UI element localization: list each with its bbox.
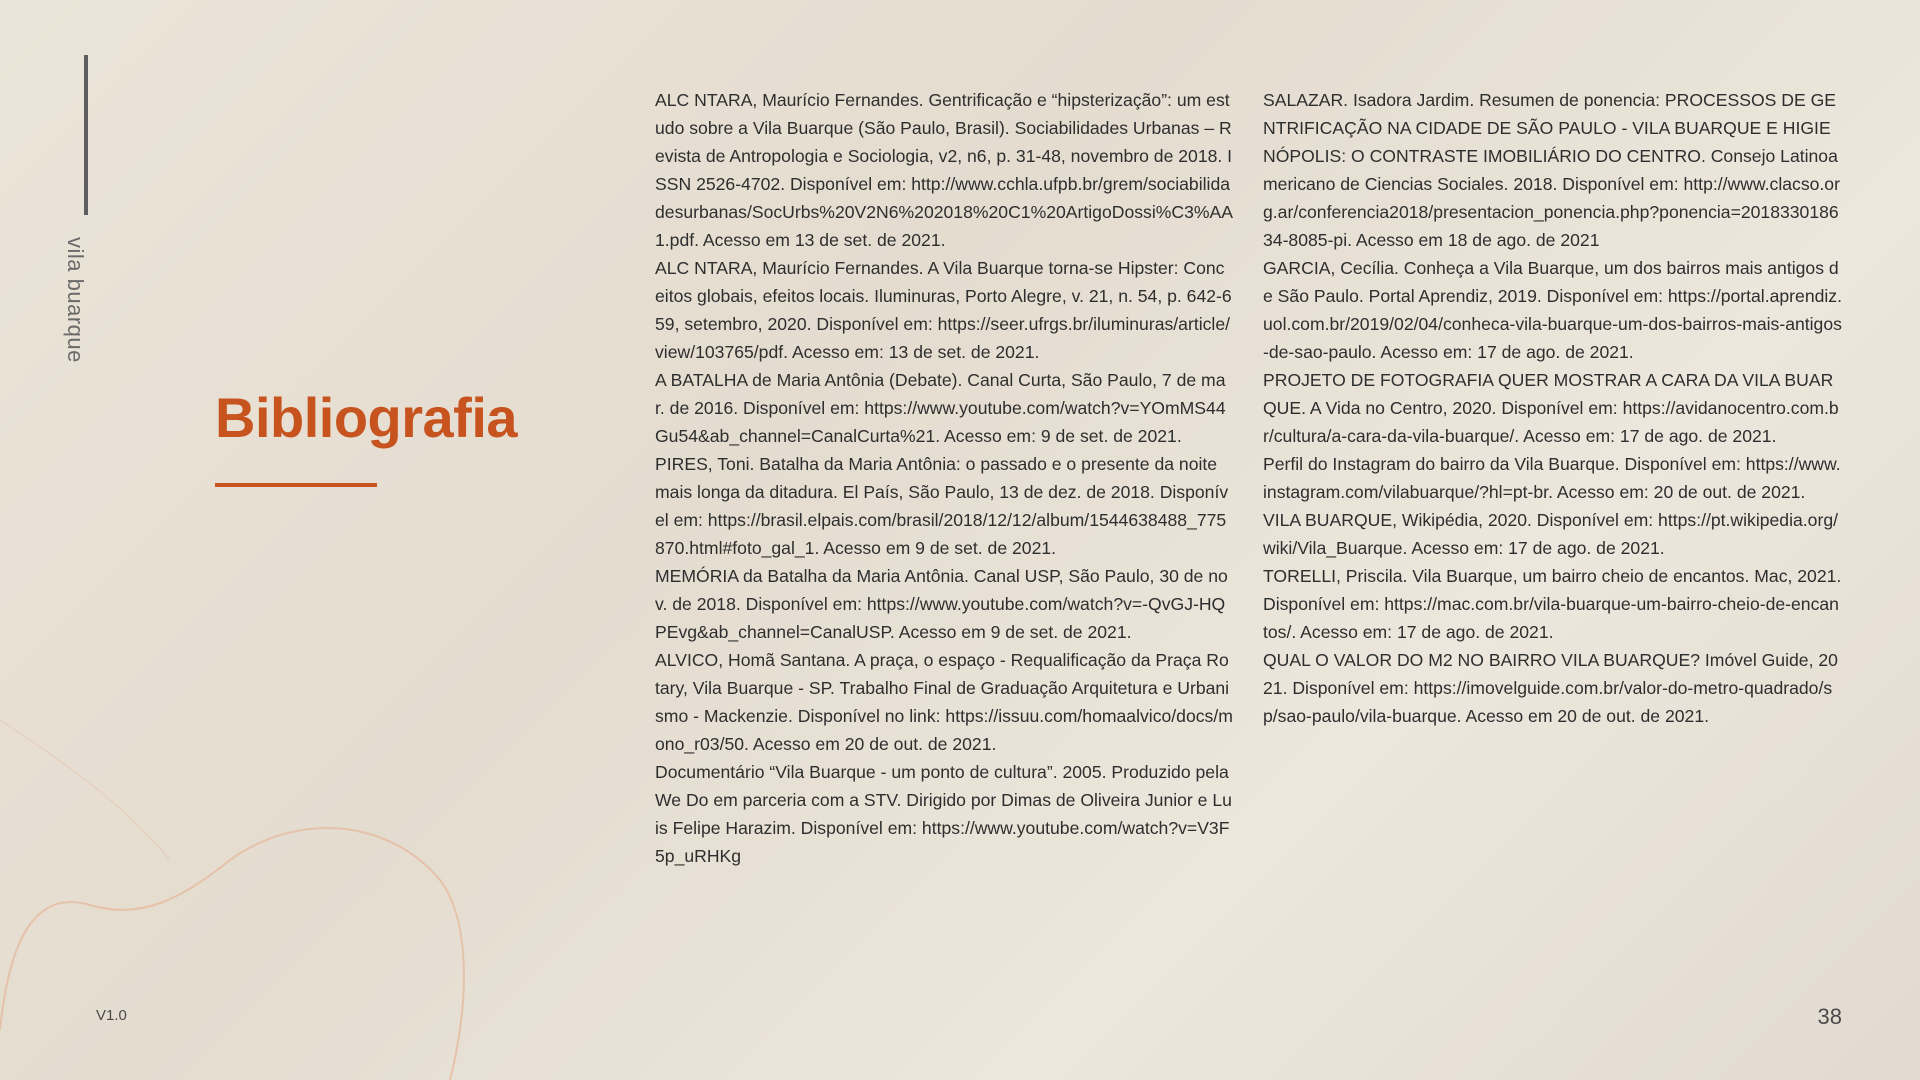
reference-entry: ALVICO, Homã Santana. A praça, o espaço - Requalificação da Praça Rotary, Vila Buarque - SP. Trabalho Final de Graduação Arquitetura e Urbanismo - Mackenzie. Disponível no link: https://issuu.com/homaalvico/docs/mono_r03/50. Acesso em 20 de out. de 2021.	[655, 650, 1233, 754]
side-label: vila buarque	[63, 237, 88, 363]
reference-entry: ALC NTARA, Maurício Fernandes. A Vila Buarque torna-se Hipster: Conceitos globais, efeitos locais. Iluminuras, Porto Alegre, v. 21, n. 54, p. 642-659, setembro, 2020. Disponível em: https://seer.ufrgs.br/iluminuras/article/view/103765/pdf. Acesso em: 13 de set. de 2021.	[655, 258, 1232, 362]
reference-entry: ALC NTARA, Maurício Fernandes. Gentrificação e “hipsterização”: um estudo sobre a Vila Buarque (São Paulo, Brasil). Sociabilidades Urbanas – Revista de Antropologia e Sociologia, v2, n6, p. 31-48, novembro de 2018. ISSN 2526-4702. Disponível em: http://www.cchla.ufpb.br/grem/sociabilidadesurbanas/SocUrbs%20V2N6%202018%20C1%20ArtigoDossi%C3%AA1.pdf. Acesso em 13 de set. de 2021.	[655, 90, 1233, 250]
reference-entry: MEMÓRIA da Batalha da Maria Antônia. Canal USP, São Paulo, 30 de nov. de 2018. Disponível em: https://www.youtube.com/watch?v=-QvGJ-HQPEvg&ab_channel=CanalUSP. Acesso em 9 de set. de 2021.	[655, 566, 1228, 642]
reference-entry: SALAZAR. Isadora Jardim. Resumen de ponencia: PROCESSOS DE GENTRIFICAÇÃO NA CIDADE DE SÃO PAULO - VILA BUARQUE E HIGIENÓPOLIS: O CONTRASTE IMOBILIÁRIO DO CENTRO. Consejo Latinoamericano de Ciencias Sociales. 2018. Disponível em: http://www.clacso.org.ar/conferencia2018/presentacion_ponencia.php?ponencia=201833018634-8085-pi. Acesso em 18 de ago. de 2021	[1263, 90, 1840, 250]
reference-entry: PIRES, Toni. Batalha da Maria Antônia: o passado e o presente da noite mais longa da ditadura. El País, São Paulo, 13 de dez. de 2018. Disponível em: https://brasil.elpais.com/brasil/2018/12/12/album/1544638488_775870.html#foto_gal_1. Acesso em 9 de set. de 2021.	[655, 454, 1229, 558]
title-underline	[215, 483, 377, 487]
reference-entry: GARCIA, Cecília. Conheça a Vila Buarque, um dos bairros mais antigos de São Paulo. Portal Aprendiz, 2019. Disponível em: https://portal.aprendiz.uol.com.br/2019/02/04/conheca-vila-buarque-um-dos-bairros-mais-antigos-de-sao-paulo. Acesso em: 17 de ago. de 2021.	[1263, 258, 1842, 362]
reference-entry: VILA BUARQUE, Wikipédia, 2020. Disponível em: https://pt.wikipedia.org/wiki/Vila_Buarque. Acesso em: 17 de ago. de 2021.	[1263, 510, 1838, 558]
reference-entry: Perfil do Instagram do bairro da Vila Buarque. Disponível em: https://www.instagram.com/vilabuarque/?hl=pt-br. Acesso em: 20 de out. de 2021.	[1263, 454, 1841, 502]
references-left-column	[655, 86, 1233, 870]
reference-entry: PROJETO DE FOTOGRAFIA QUER MOSTRAR A CARA DA VILA BUARQUE. A Vida no Centro, 2020. Disponível em: https://avidanocentro.com.br/cultura/a-cara-da-vila-buarque/. Acesso em: 17 de ago. de 2021.	[1263, 370, 1839, 446]
reference-entry: Documentário “Vila Buarque - um ponto de cultura”. 2005. Produzido pela We Do em parceria com a STV. Dirigido por Dimas de Oliveira Junior e Luis Felipe Harazim. Disponível em: https://www.youtube.com/watch?v=V3F5p_uRHKg	[655, 762, 1232, 866]
page-number: 38	[1817, 1004, 1842, 1029]
reference-entry: A BATALHA de Maria Antônia (Debate). Canal Curta, São Paulo, 7 de mar. de 2016. Disponível em: https://www.youtube.com/watch?v=YOmMS44Gu54&ab_channel=CanalCurta%21. Acesso em: 9 de set. de 2021.	[655, 370, 1226, 446]
version-label: V1.0	[96, 1007, 127, 1024]
reference-entry: TORELLI, Priscila. Vila Buarque, um bairro cheio de encantos. Mac, 2021. Disponível em: https://mac.com.br/vila-buarque-um-bairro-cheio-de-encantos/. Acesso em: 17 de ago. de 2021.	[1263, 566, 1842, 642]
references-right-column	[1263, 86, 1843, 730]
reference-entry: QUAL O VALOR DO M2 NO BAIRRO VILA BUARQUE? Imóvel Guide, 2021. Disponível em: https://imovelguide.com.br/valor-do-metro-quadrado/sp/sao-paulo/vila-buarque. Acesso em 20 de out. de 2021.	[1263, 650, 1838, 726]
side-rule	[84, 55, 88, 215]
page-title: Bibliografia	[215, 386, 518, 449]
